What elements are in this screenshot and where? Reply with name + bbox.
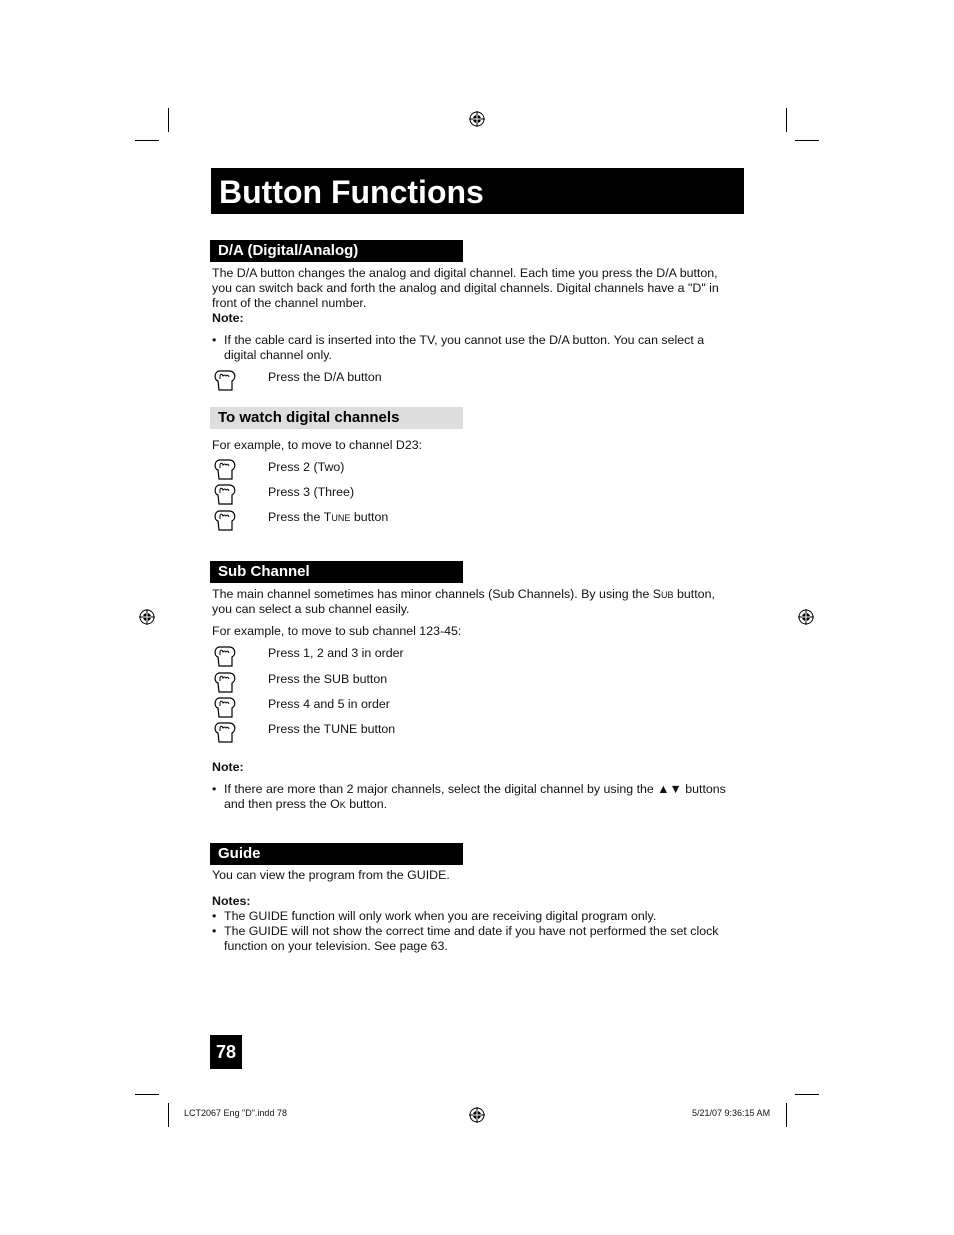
- up-down-arrow-icon: ▲▼: [657, 782, 682, 796]
- note-label: Note:: [212, 311, 244, 325]
- text-part: buttons: [681, 782, 726, 796]
- body-text: [212, 587, 715, 602]
- step-text: Press 2 (Two): [268, 460, 345, 474]
- step-text: Press the TUNE button: [268, 722, 396, 736]
- registration-mark-icon: [139, 609, 155, 625]
- hand-press-icon: [213, 369, 237, 391]
- button-name: Tune: [323, 510, 351, 524]
- bullet-text: digital channel only.: [224, 348, 332, 362]
- bullet-text: function on your television. See page 63.: [224, 939, 448, 953]
- bullet-icon: •: [212, 333, 217, 347]
- hand-press-icon: [213, 671, 237, 693]
- page-title: Button Functions: [211, 168, 744, 214]
- body-text: you can switch back and forth the analog and digital channels. Digital channels have a "D" in: [212, 281, 719, 295]
- step-text-part: button: [350, 510, 389, 524]
- section-heading-sub-channel: Sub Channel: [210, 561, 463, 583]
- notes-label: Notes:: [212, 894, 251, 908]
- body-text: You can view the program from the GUIDE.: [212, 868, 450, 882]
- hand-press-icon: [213, 721, 237, 743]
- registration-mark-icon: [798, 609, 814, 625]
- body-text: For example, to move to sub channel 123-45:: [212, 624, 462, 638]
- text-part: button.: [345, 797, 388, 811]
- step-text: Press 3 (Three): [268, 485, 355, 499]
- crop-mark: [135, 1094, 159, 1095]
- crop-mark: [795, 140, 819, 141]
- bullet-text: The GUIDE will not show the correct time and date if you have not performed the set clock: [224, 924, 719, 938]
- crop-mark: [786, 108, 787, 132]
- section-heading-watch: To watch digital channels: [210, 407, 463, 429]
- bullet-text: The GUIDE function will only work when you are receiving digital program only.: [224, 909, 657, 923]
- hand-press-icon: [213, 458, 237, 480]
- step-text: [268, 510, 388, 525]
- bullet-icon: •: [212, 909, 217, 923]
- crop-mark: [786, 1103, 787, 1127]
- page-number: 78: [210, 1035, 242, 1069]
- bullet-icon: •: [212, 924, 217, 938]
- step-text: Press the SUB button: [268, 672, 388, 686]
- bullet-icon: •: [212, 782, 217, 796]
- registration-mark-icon: [469, 111, 485, 127]
- crop-mark: [168, 1103, 169, 1127]
- text-part: The main channel sometimes has minor channels (Sub Channels). By using the: [212, 587, 653, 601]
- registration-mark-icon: [469, 1107, 485, 1123]
- hand-press-icon: [213, 645, 237, 667]
- step-text: Press the D/A button: [268, 370, 382, 384]
- step-text: Press 1, 2 and 3 in order: [268, 646, 404, 660]
- bullet-text: [224, 782, 726, 797]
- bullet-text: [224, 797, 387, 812]
- text-part: If there are more than 2 major channels, select the digital channel by using the: [224, 782, 658, 796]
- section-heading-da: D/A (Digital/Analog): [210, 240, 463, 262]
- crop-mark: [795, 1094, 819, 1095]
- hand-press-icon: [213, 483, 237, 505]
- crop-mark: [168, 108, 169, 132]
- footer-filename: LCT2067 Eng "D".indd 78: [184, 1108, 287, 1118]
- crop-mark: [135, 140, 159, 141]
- body-text: you can select a sub channel easily.: [212, 602, 410, 616]
- text-part: button,: [673, 587, 715, 601]
- text-part: and then press the: [224, 797, 331, 811]
- body-text: The D/A button changes the analog and digital channel. Each time you press the D/A button,: [212, 266, 718, 280]
- step-text-part: Press the: [268, 510, 324, 524]
- note-label: Note:: [212, 760, 244, 774]
- bullet-text: If the cable card is inserted into the TV, you cannot use the D/A button. You can select a: [224, 333, 705, 347]
- hand-press-icon: [213, 696, 237, 718]
- body-text: front of the channel number.: [212, 296, 367, 310]
- hand-press-icon: [213, 509, 237, 531]
- footer-timestamp: 5/21/07 9:36:15 AM: [692, 1108, 771, 1118]
- step-text: Press 4 and 5 in order: [268, 697, 390, 711]
- section-heading-guide: Guide: [210, 843, 463, 865]
- button-name: Ok: [330, 797, 346, 811]
- button-name: Sub: [652, 587, 674, 601]
- body-text: For example, to move to channel D23:: [212, 438, 423, 452]
